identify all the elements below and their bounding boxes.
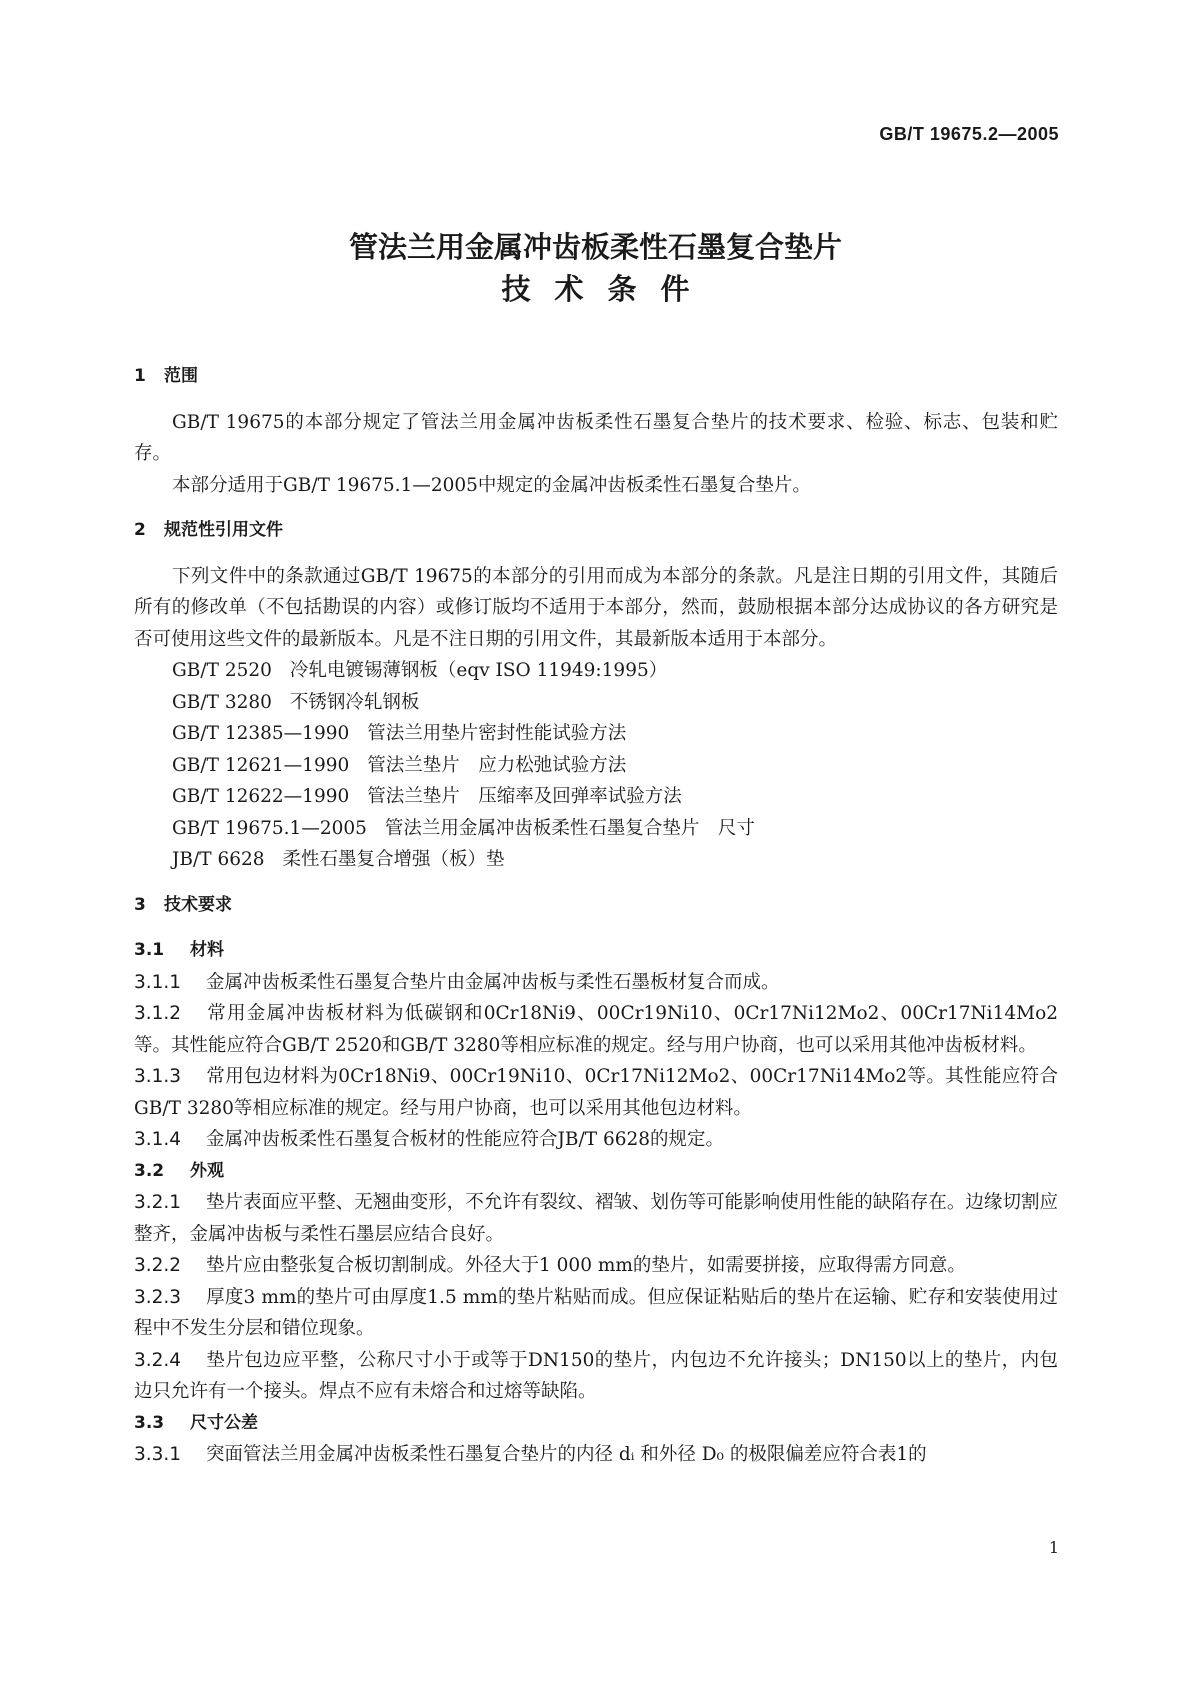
section-number: 1 [134,366,146,386]
paragraph: 下列文件中的条款通过GB/T 19675的本部分的引用而成为本部分的条款。凡是注日期的引用文件，其随后所有的修改单（不包括勘误的内容）或修订版均不适用于本部分，然而，鼓励根据本部分达成协议的各方研究是否可使用这些文件的最新版本。凡是不注日期的引用文件，其最新版本适用于本部分。 [134,565,1058,650]
section-title: 规范性引用文件 [164,520,283,540]
reference-title: 不锈钢冷轧钢板 [289,691,420,713]
reference-list [134,655,1058,876]
clause-3-1-4 [134,1124,1058,1156]
subsection-heading-materials [134,935,1058,967]
clause-text: 垫片表面应平整、无翘曲变形，不允许有裂纹、褶皱、划伤等可能影响使用性能的缺陷存在。边缘切割应整齐，金属冲齿板与柔性石墨层应结合良好。 [134,1192,1058,1245]
subsection-title: 尺寸公差 [190,1412,258,1433]
subsection-title: 外观 [190,1160,224,1181]
section-number: 2 [134,520,146,540]
reference-title: 管法兰用垫片密封性能试验方法 [367,723,627,744]
clause-number: 3.3.1 [134,1444,182,1465]
reference-item [134,813,1058,845]
paragraph: 本部分适用于GB/T 19675.1—2005中规定的金属冲齿板柔性石墨复合垫片。 [172,474,811,496]
reference-item [134,687,1058,719]
paragraph: GB/T 19675的本部分规定了管法兰用金属冲齿板柔性石墨复合垫片的技术要求、检验、标志、包装和贮存。 [134,411,1058,464]
clause-text: 厚度3 mm的垫片可由厚度1.5 mm的垫片粘贴而成。但应保证粘贴后的垫片在运输、贮存和安装使用过程中不发生分层和错位现象。 [134,1286,1058,1339]
clause-text: 垫片包边应平整，公称尺寸小于或等于DN150的垫片，内包边不允许接头；DN150以上的垫片，内包边只允许有一个接头。焊点不应有未熔合和过熔等缺陷。 [134,1349,1058,1402]
clause-number: 3.2.2 [134,1255,182,1276]
reference-title: 管法兰垫片 应力松弛试验方法 [367,754,627,776]
reference-code: GB/T 12621—1990 [172,754,350,776]
section-heading-scope [134,361,1058,393]
section-number: 3 [134,894,146,915]
page-number: 1 [1048,1538,1059,1557]
subsection-number: 3.1 [134,940,165,960]
section-title: 范围 [164,366,198,386]
title-line-2: 技术条件 [501,272,714,306]
title-line-1: 管法兰用金属冲齿板柔性石墨复合垫片 [348,230,842,264]
clause-3-1-1 [134,967,1058,999]
section-heading-technical-requirements [134,890,1058,922]
reference-code: GB/T 19675.1—2005 [172,817,367,839]
reference-item [134,750,1058,782]
subsection-heading-appearance [134,1156,1058,1188]
clause-number: 3.2.1 [134,1192,182,1213]
clause-3-2-4 [134,1345,1058,1408]
clause-number: 3.2.4 [134,1349,182,1371]
clause-3-3-1 [134,1439,1058,1471]
reference-item [134,844,1058,876]
clause-text: 常用包边材料为0Cr18Ni9、00Cr19Ni10、0Cr17Ni12Mo2、00Cr17Ni14Mo2等。其性能应符合GB/T 3280等相应标准的规定。经与用户协商，也可以采用其他包边材料。 [134,1066,1058,1119]
reference-title: 柔性石墨复合增强（板）垫 [282,849,505,870]
subsection-number: 3.3 [134,1412,165,1433]
reference-code: GB/T 12622—1990 [172,786,350,807]
clause-3-1-3 [134,1061,1058,1124]
standard-code: GB/T 19675.2—2005 [879,124,1059,144]
clause-number: 3.1.3 [134,1066,182,1087]
reference-title: 管法兰垫片 压缩率及回弹率试验方法 [367,786,682,807]
clause-text: 金属冲齿板柔性石墨复合板材的性能应符合JB/T 6628的规定。 [206,1129,725,1150]
reference-item [134,655,1058,687]
clause-number: 3.1.2 [134,1003,182,1024]
reference-code: JB/T 6628 [172,849,265,870]
reference-title: 管法兰用金属冲齿板柔性石墨复合垫片 尺寸 [384,817,755,839]
clause-3-2-3 [134,1282,1058,1345]
section-heading-normative-references [134,515,1058,547]
clause-3-1-2 [134,998,1058,1061]
reference-title: 冷轧电镀锡薄钢板（eqv ISO 11949:1995） [289,660,668,681]
document-title [0,226,1191,310]
clause-text: 突面管法兰用金属冲齿板柔性石墨复合垫片的内径 dᵢ 和外径 D₀ 的极限偏差应符合表1的 [206,1444,927,1465]
clause-number: 3.1.1 [134,971,182,993]
clause-text: 常用金属冲齿板材料为低碳钢和0Cr18Ni9、00Cr19Ni10、0Cr17Ni12Mo2、00Cr17Ni14Mo2等。其性能应符合GB/T 2520和GB/T 3280等相应标准的规定。经与用户协商，也可以采用其他冲齿板材料。 [134,1003,1058,1056]
reference-item [134,781,1058,813]
reference-code: GB/T 2520 [172,660,272,681]
clause-number: 3.2.3 [134,1286,182,1308]
reference-code: GB/T 12385—1990 [172,723,350,744]
reference-item [134,718,1058,750]
subsection-title: 材料 [190,940,224,960]
document-body [134,361,1058,1471]
section-title: 技术要求 [164,894,232,915]
clause-text: 金属冲齿板柔性石墨复合垫片由金属冲齿板与柔性石墨板材复合而成。 [206,971,780,993]
subsection-number: 3.2 [134,1160,165,1181]
clause-3-2-1 [134,1187,1058,1250]
reference-code: GB/T 3280 [172,691,272,713]
clause-3-2-2 [134,1250,1058,1282]
clause-number: 3.1.4 [134,1129,182,1150]
clause-text: 垫片应由整张复合板切割制成。外径大于1 000 mm的垫片，如需要拼接，应取得需方同意。 [206,1255,966,1276]
subsection-heading-dimensional-tolerance [134,1408,1058,1440]
